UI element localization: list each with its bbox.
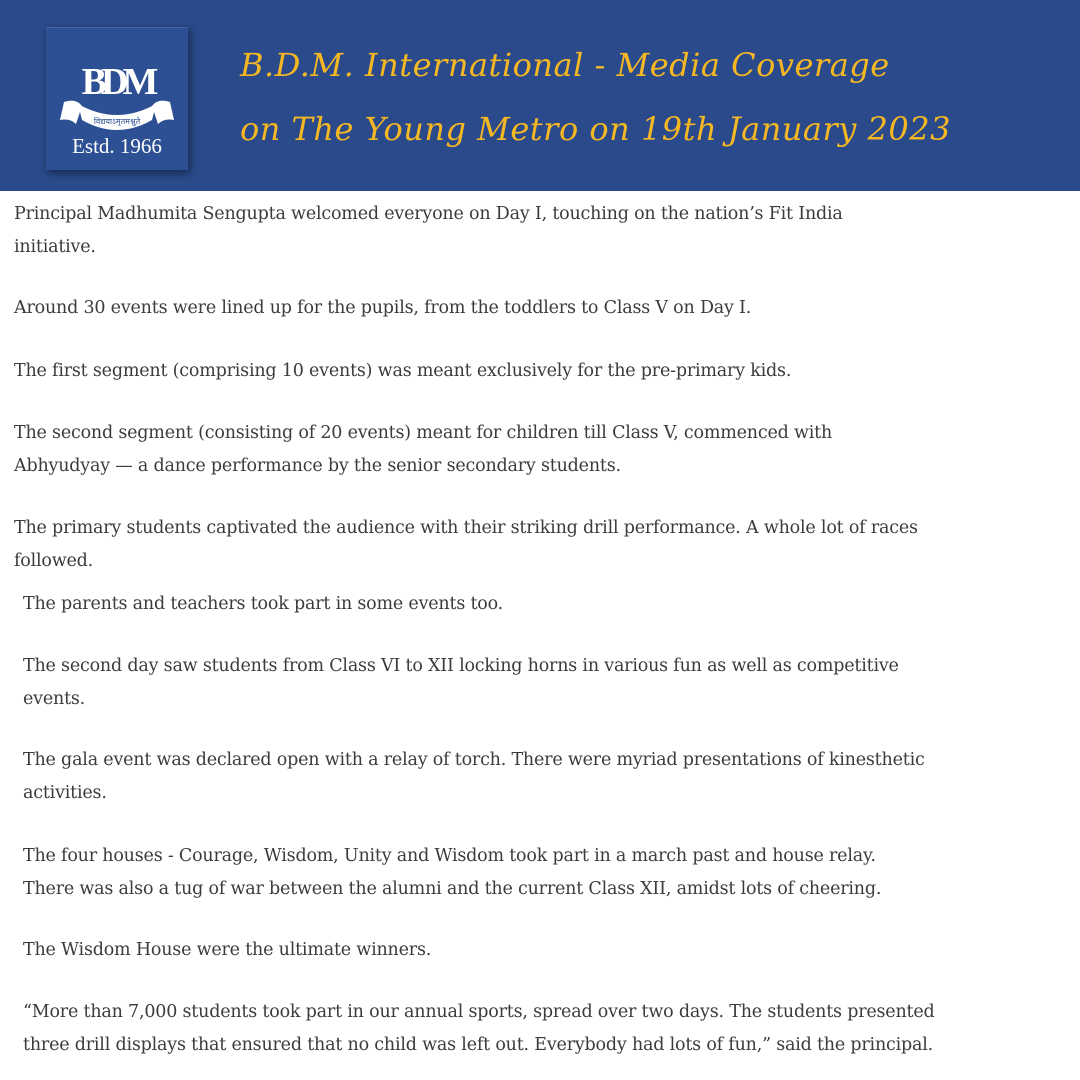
paragraph-line: The four houses - Courage, Wisdom, Unity and Wisdom took part in a march past and house relay.	[23, 846, 876, 866]
paragraph-line: The parents and teachers took part in some events too.	[23, 594, 504, 614]
paragraph	[14, 198, 843, 264]
logo-motto: विद्ययाऽमृतमश्नुते	[93, 117, 141, 126]
paragraph	[23, 650, 899, 716]
paragraph-line: The second segment (consisting of 20 events) meant for children till Class V, commenced with	[14, 423, 833, 443]
paragraph-line: followed.	[14, 551, 94, 571]
svg-text:BDM: BDM	[81, 61, 153, 103]
paragraph-line: Around 30 events were lined up for the pupils, from the toddlers to Class V on Day I.	[14, 298, 752, 318]
paragraph-line: Principal Madhumita Sengupta welcomed everyone on Day I, touching on the nation’s Fit India	[14, 204, 843, 224]
paragraph	[14, 512, 918, 578]
paragraph-line: The gala event was declared open with a relay of torch. There were myriad presentations of kinesthetic	[23, 750, 925, 770]
paragraph	[23, 588, 503, 621]
paragraph-line: “More than 7,000 students took part in our annual sports, spread over two days. The students presented	[23, 1002, 935, 1022]
page-title-line-1: B.D.M. International - Media Coverage	[240, 46, 890, 84]
paragraph-line: The second day saw students from Class VI to XII locking horns in various fun as well as competitive	[23, 656, 899, 676]
paragraph-line: activities.	[23, 783, 107, 803]
paragraph-line: Abhyudyay — a dance performance by the senior secondary students.	[14, 456, 621, 476]
page-title-line-2: on The Young Metro on 19th January 2023	[240, 110, 951, 148]
paragraph	[23, 840, 881, 906]
paragraph	[23, 996, 935, 1062]
paragraph-line: There was also a tug of war between the alumni and the current Class XII, amidst lots of cheering.	[23, 879, 882, 899]
header-banner	[0, 0, 1080, 191]
paragraph	[14, 417, 832, 483]
paragraph-line: initiative.	[14, 237, 96, 257]
paragraph	[23, 744, 925, 810]
paragraph	[14, 355, 791, 388]
paragraph-line: The primary students captivated the audience with their striking drill performance. A whole lot of races	[14, 518, 918, 538]
paragraph	[14, 292, 751, 325]
paragraph-line: The Wisdom House were the ultimate winners.	[23, 940, 432, 960]
paragraph	[23, 934, 431, 967]
paragraph-line: The first segment (comprising 10 events) was meant exclusively for the pre-primary kids.	[14, 361, 792, 381]
logo-estd-text: Estd. 1966	[72, 134, 162, 158]
school-logo	[46, 27, 188, 170]
paragraph-line: three drill displays that ensured that no child was left out. Everybody had lots of fun,” said the principal.	[23, 1035, 934, 1055]
paragraph-line: events.	[23, 689, 86, 709]
